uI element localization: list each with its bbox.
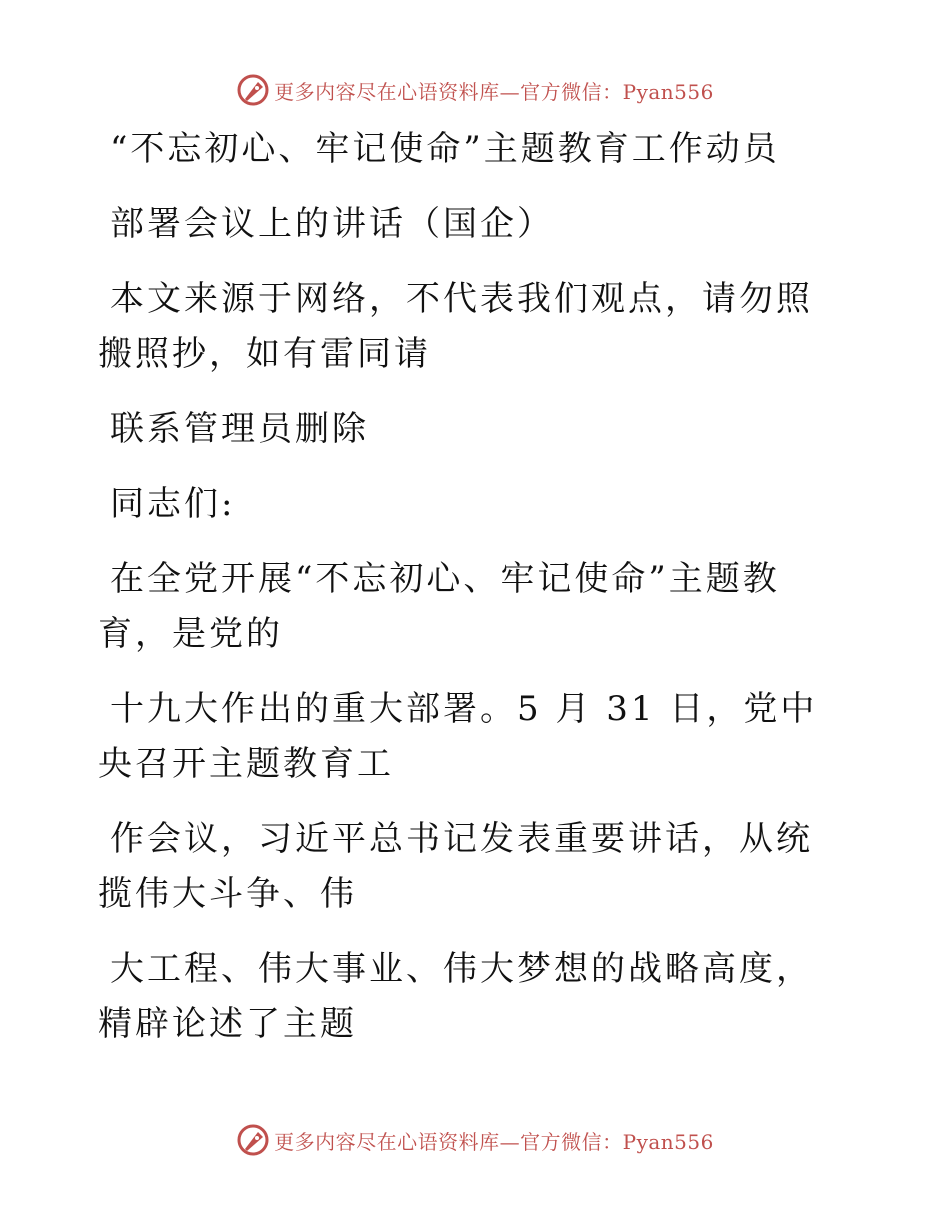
watermark-text: 更多内容尽在心语资料库—官方微信：Pyan556 [274,1129,714,1154]
watermark-banner-top [0,70,950,110]
disclaimer-line-1: 本文来源于网络，不代表我们观点，请勿照搬照抄，如有雷同请 [98,279,813,374]
body-paragraph: 作会议，习近平总书记发表重要讲话，从统揽伟大斗争、伟 [98,819,813,914]
title-line-1: “不忘初心、牢记使命”主题教育工作动员 [110,129,780,169]
pen-nib-logo-icon [236,73,270,107]
title-line-2: 部署会议上的讲话（国企） [110,204,554,244]
watermark-text: 更多内容尽在心语资料库—官方微信：Pyan556 [274,79,714,104]
disclaimer-line-2: 联系管理员删除 [110,409,369,449]
body-paragraph: 在全党开展“不忘初心、牢记使命”主题教育，是党的 [98,559,780,654]
pen-nib-logo-icon [236,1123,270,1157]
body-paragraph: 十九大作出的重大部署。5 月 31 日，党中央召开主题教育工 [98,689,818,784]
watermark-banner-bottom [0,1120,950,1160]
salutation: 同志们: [110,484,236,524]
document-body [98,122,843,1072]
body-paragraph: 大工程、伟大事业、伟大梦想的战略高度，精辟论述了主题 [98,949,813,1044]
